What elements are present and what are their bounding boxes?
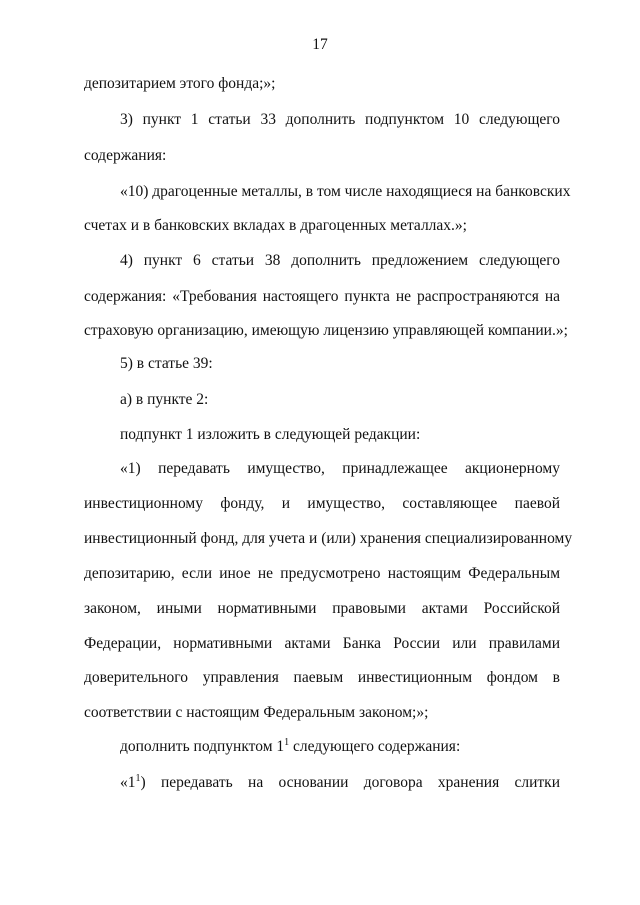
- text-line: подпункт 1 изложить в следующей редакции:: [120, 426, 421, 443]
- text-line: 5) в статье 39:: [120, 355, 213, 372]
- text-line: а) в пункте 2:: [120, 391, 209, 408]
- text-line: страховую организацию, имеющую лицензию управляющей компании.»;: [84, 322, 568, 339]
- text-segment: следующего содержания:: [289, 738, 461, 755]
- text-line: «10) драгоценные металлы, в том числе находящиеся на банковских: [120, 183, 571, 200]
- text-line: 4) пункт 6 статьи 38 дополнить предложением следующего: [120, 252, 560, 269]
- text-line: содержания: «Требования настоящего пункта не распространяются на: [84, 288, 560, 305]
- text-segment: дополнить подпунктом 1: [120, 738, 285, 755]
- text-segment: «1: [120, 774, 136, 791]
- page-number: 17: [312, 36, 328, 53]
- text-line: 3) пункт 1 статьи 33 дополнить подпунктом 10 следующего: [120, 111, 560, 128]
- text-line: депозитарием этого фонда;»;: [84, 75, 276, 92]
- text-line: Федерации, нормативными актами Банка России или правилами: [84, 635, 560, 652]
- text-line: содержания:: [84, 147, 167, 164]
- superscript: 1: [284, 737, 290, 748]
- text-line: [120, 773, 560, 793]
- text-line: счетах и в банковских вкладах в драгоценных металлах.»;: [84, 217, 467, 234]
- text-line: соответствии с настоящим Федеральным законом;»;: [84, 704, 429, 721]
- text-line: доверительного управления паевым инвестиционным фондом в: [84, 669, 560, 686]
- text-segment: ) передавать на основании договора хранения слитки: [140, 774, 560, 791]
- text-line: «1) передавать имущество, принадлежащее акционерному: [120, 460, 560, 477]
- text-line: законом, иными нормативными правовыми актами Российской: [84, 600, 560, 617]
- text-line: [120, 737, 560, 757]
- text-line: инвестиционному фонду, и имущество, составляющее паевой: [84, 495, 560, 512]
- text-line: инвестиционный фонд, для учета и (или) хранения специализированному: [84, 530, 573, 547]
- superscript: 1: [135, 773, 141, 784]
- text-line: депозитарию, если иное не предусмотрено настоящим Федеральным: [84, 565, 560, 582]
